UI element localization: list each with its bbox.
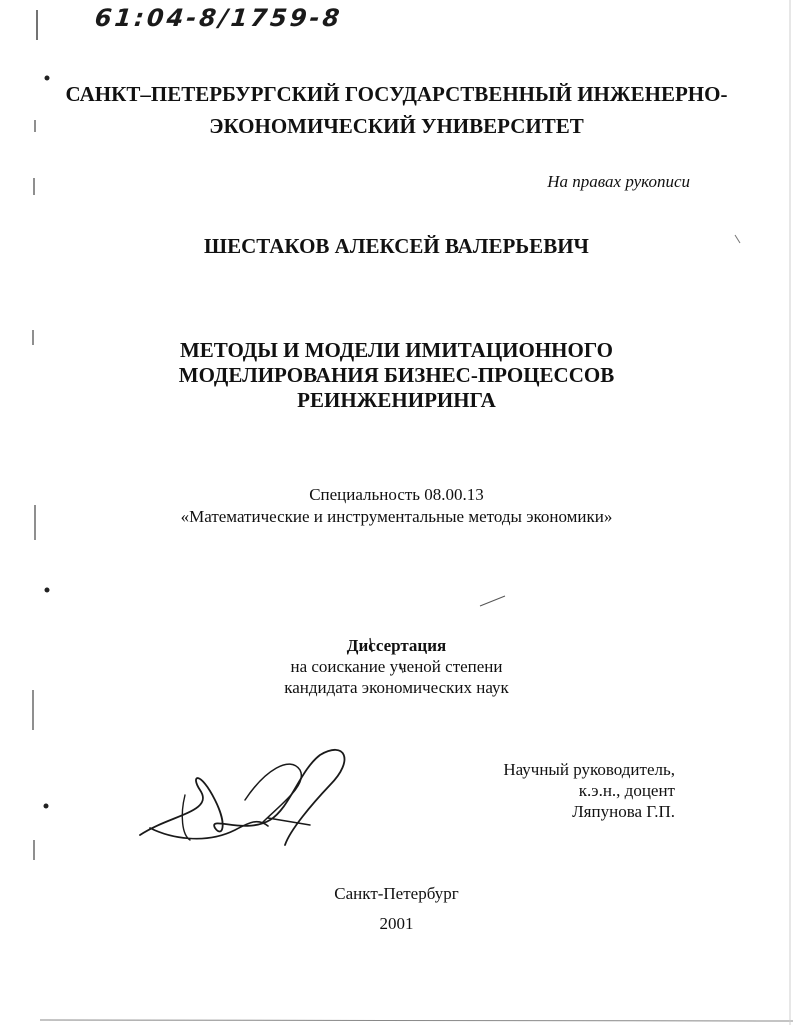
degree-line-1: на соискание ученой степени <box>290 657 503 676</box>
thesis-title-line-3: РЕИНЖЕНИРИНГА <box>297 388 496 412</box>
specialty-name: «Математические и инструментальные методы экономики» <box>180 507 613 526</box>
supervisor-label: Научный руководитель, <box>503 760 675 779</box>
publication-year: 2001 <box>379 914 414 933</box>
dissertation-heading: Диссертация <box>346 636 447 655</box>
place-of-publication: Санкт-Петербург <box>334 884 459 903</box>
archive-code: 61:04-8/1759-8 <box>93 4 344 32</box>
institution-line-1: САНКТ–ПЕТЕРБУРГСКИЙ ГОСУДАРСТВЕННЫЙ ИНЖЕНЕРНО- <box>65 82 728 106</box>
supervisor-degree: к.э.н., доцент <box>578 781 675 800</box>
specialty-code: Специальность 08.00.13 <box>309 485 484 504</box>
author-name: ШЕСТАКОВ АЛЕКСЕЙ ВАЛЕРЬЕВИЧ <box>204 234 589 258</box>
thesis-title-line-2: МОДЕЛИРОВАНИЯ БИЗНЕС-ПРОЦЕССОВ <box>178 363 615 387</box>
institution-line-2: ЭКОНОМИЧЕСКИЙ УНИВЕРСИТЕТ <box>209 114 584 138</box>
degree-line-2: кандидата экономических наук <box>284 678 509 697</box>
thesis-title-line-1: МЕТОДЫ И МОДЕЛИ ИМИТАЦИОННОГО <box>179 338 614 362</box>
supervisor-name: Ляпунова Г.П. <box>572 802 675 821</box>
rights-note: На правах рукописи <box>547 172 690 191</box>
